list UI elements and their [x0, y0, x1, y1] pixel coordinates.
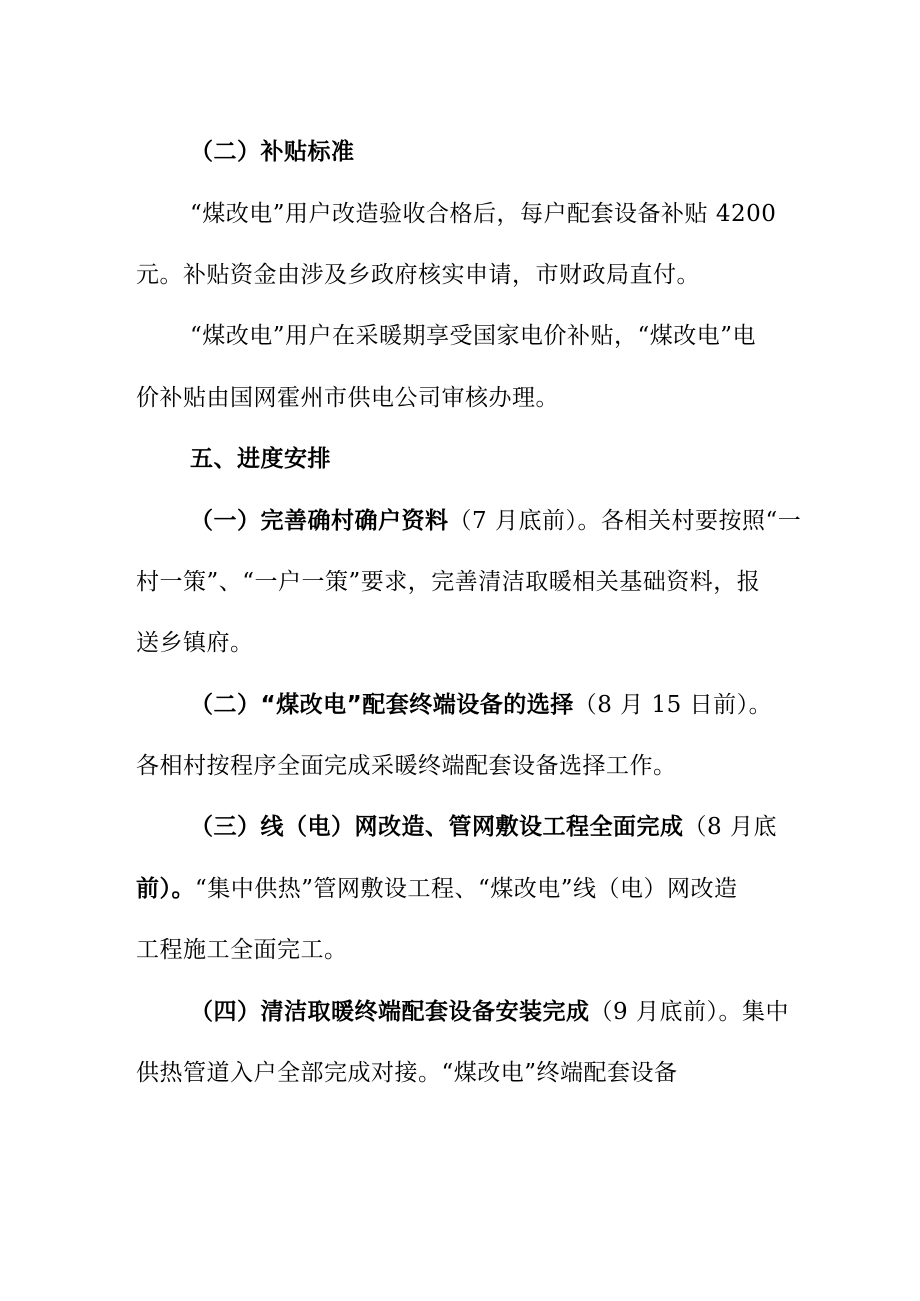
schedule-item-2-line: [190, 690, 772, 720]
item-title: 前）。: [136, 876, 195, 902]
item-text: （7 月底前）。各相关村要按照“一: [448, 508, 802, 534]
paragraph-line: 送乡镇府。: [136, 630, 254, 656]
paragraph-line: 村一策”、“一户一策”要求，完善清洁取暖相关基础资料，报: [136, 569, 761, 595]
paragraph-line: 各相村按程序全面完成采暖终端配套设备选择工作。: [136, 753, 677, 779]
paragraph-line: 价补贴由国网霍州市供电公司审核办理。: [136, 385, 559, 411]
schedule-item-3-line: [190, 812, 777, 842]
paragraph-line: 工程施工全面完工。: [136, 937, 348, 963]
paragraph-line: “煤改电”用户改造验收合格后，每户配套设备补贴 4200: [190, 201, 777, 227]
item-title: （三）线（电）网改造、管网敷设工程全面完成: [190, 814, 684, 840]
item-title: （二）“煤改电”配套终端设备的选择: [190, 692, 574, 718]
section-heading-schedule: 五、进度安排: [190, 446, 331, 472]
item-text: （8 月底: [683, 814, 777, 840]
item-text: “集中供热”管网敷设工程、“煤改电”线（电）网改造: [195, 876, 738, 902]
section-heading-subsidy-standard: （二）补贴标准: [190, 139, 355, 165]
schedule-item-4-line: [190, 997, 789, 1027]
paragraph-line: 元。补贴资金由涉及乡政府核实申请，市财政局直付。: [136, 262, 700, 288]
item-text: （8 月 15 日前）。: [573, 692, 773, 718]
item-title: （一）完善确村确户资料: [190, 508, 449, 534]
paragraph-line: 供热管道入户全部完成对接。“煤改电”终端配套设备: [136, 1060, 678, 1086]
item-text: （9 月底前）。集中: [589, 999, 789, 1025]
paragraph-line: “煤改电”用户在采暖期享受国家电价补贴，“煤改电”电: [190, 323, 757, 349]
schedule-item-1-line: [190, 506, 801, 536]
item-title: （四）清洁取暖终端配套设备安装完成: [190, 999, 590, 1025]
schedule-item-3-line-2: [136, 874, 738, 904]
